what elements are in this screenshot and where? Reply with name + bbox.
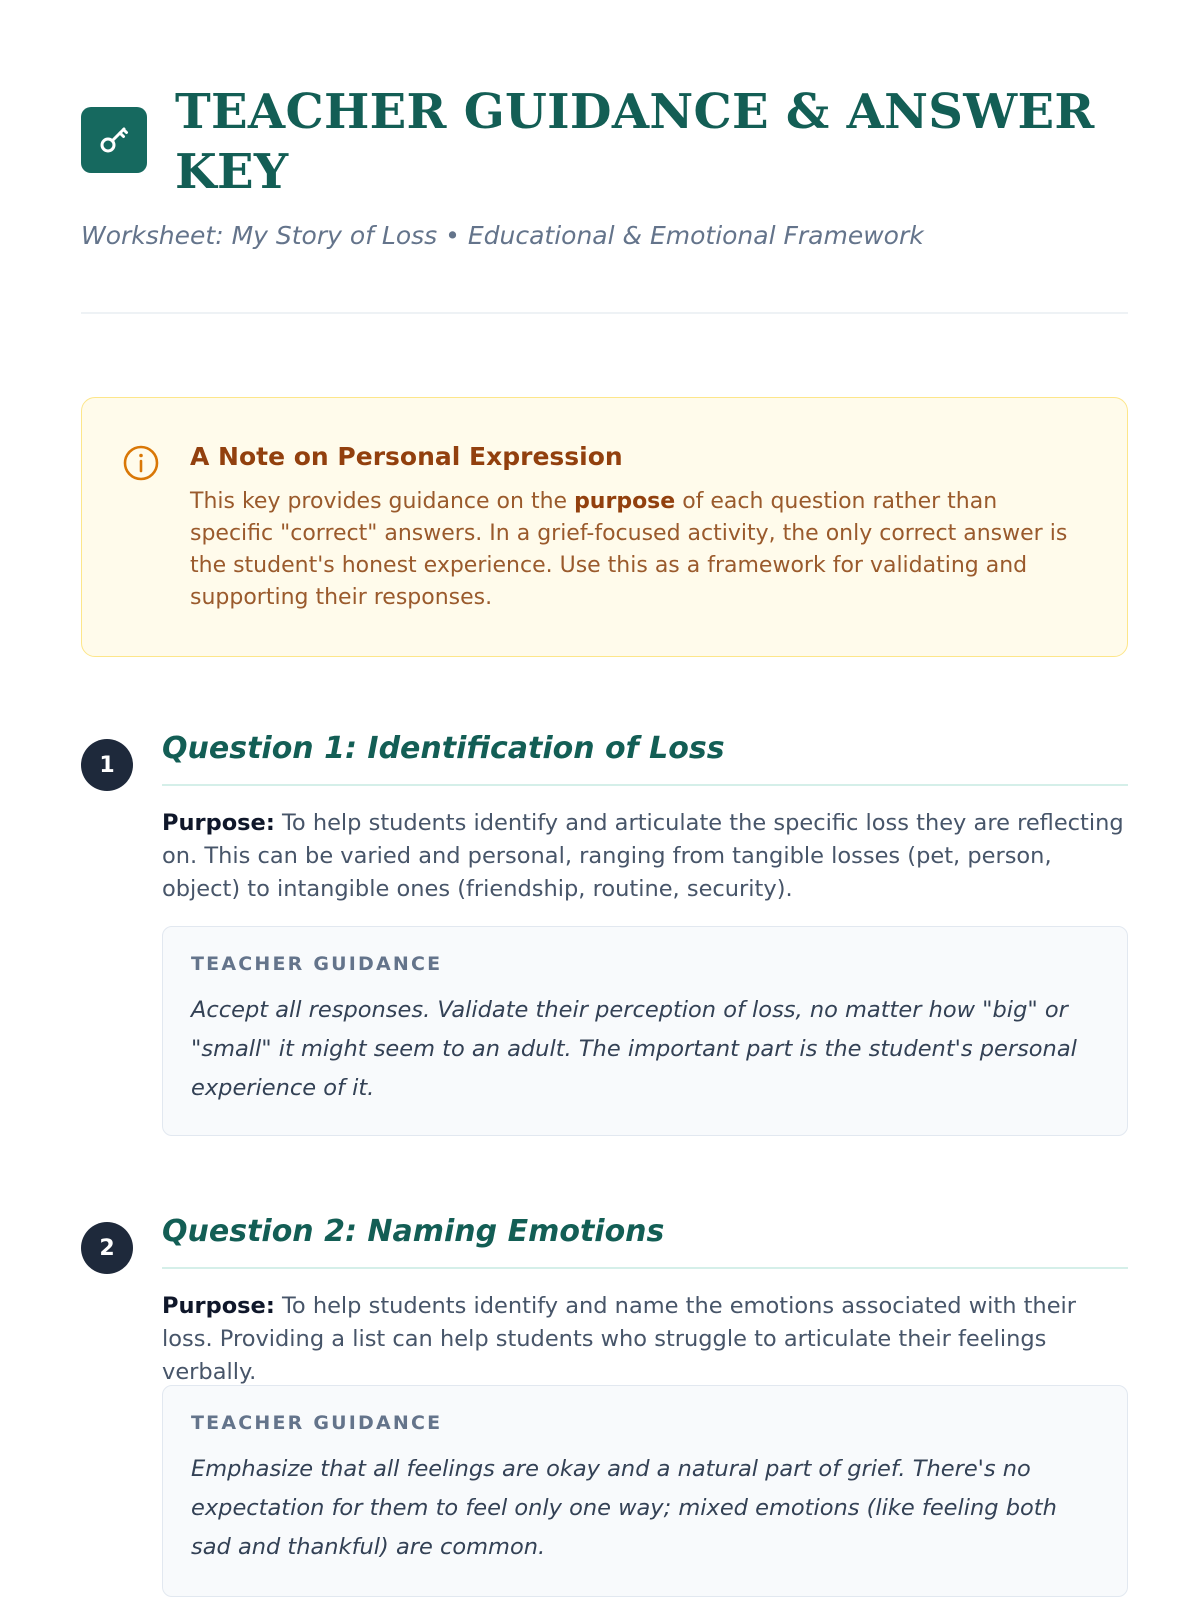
page-title: TEACHER GUIDANCE & ANSWER KEY [175, 84, 1095, 200]
question-number-badge: 2 [81, 1222, 133, 1274]
question-purpose [162, 1290, 1128, 1389]
purpose-text: To help students identify and name the emotions associated with their loss. Providing a list can help students who struggle to articulate their feelings verbally. [162, 1293, 1077, 1385]
page-header [81, 82, 1131, 202]
question-title: Question 2: Naming Emotions [162, 1214, 665, 1249]
purpose-text: To help students identify and articulate the specific loss they are reflecting on. This can be varied and personal, ranging from tangible losses (pet, person, object) to intangible ones (friendship, routine, security). [162, 810, 1124, 902]
question-divider [162, 784, 1128, 786]
guidance-label: TEACHER GUIDANCE [191, 953, 443, 975]
note-title: A Note on Personal Expression [190, 442, 623, 471]
guidance-text: Accept all responses. Validate their perception of loss, no matter how "big" or "small" it might seem to an adult. The important part is the student's personal experience of it. [191, 997, 1077, 1101]
note-body-text: of each question rather than specific "correct" answers. In a grief-focused activity, the only correct answer is the student's honest experience. Use this as a framework for validating and supporting their responses. [190, 489, 1068, 610]
note-body-emphasis: purpose [574, 489, 676, 514]
page-subtitle: Worksheet: My Story of Loss • Educational & Emotional Framework [81, 221, 924, 250]
guidance-label: TEACHER GUIDANCE [191, 1412, 443, 1434]
key-icon [81, 107, 147, 173]
question-title: Question 1: Identification of Loss [162, 731, 725, 766]
question-divider [162, 1267, 1128, 1269]
purpose-label: Purpose: [162, 1293, 275, 1319]
note-body [190, 486, 1080, 614]
header-divider [81, 312, 1128, 314]
purpose-label: Purpose: [162, 810, 275, 836]
teacher-guidance-box [162, 926, 1128, 1136]
teacher-guidance-box [162, 1385, 1128, 1597]
note-callout [81, 397, 1128, 657]
guidance-text: Emphasize that all feelings are okay and a natural part of grief. There's no expectation for them to feel only one way; mixed emotions (like feeling both sad and thankful) are common. [191, 1456, 1057, 1560]
question-number-badge: 1 [81, 739, 133, 791]
question-purpose [162, 807, 1128, 906]
info-icon [122, 444, 160, 482]
note-body-text: This key provides guidance on the [190, 489, 575, 514]
